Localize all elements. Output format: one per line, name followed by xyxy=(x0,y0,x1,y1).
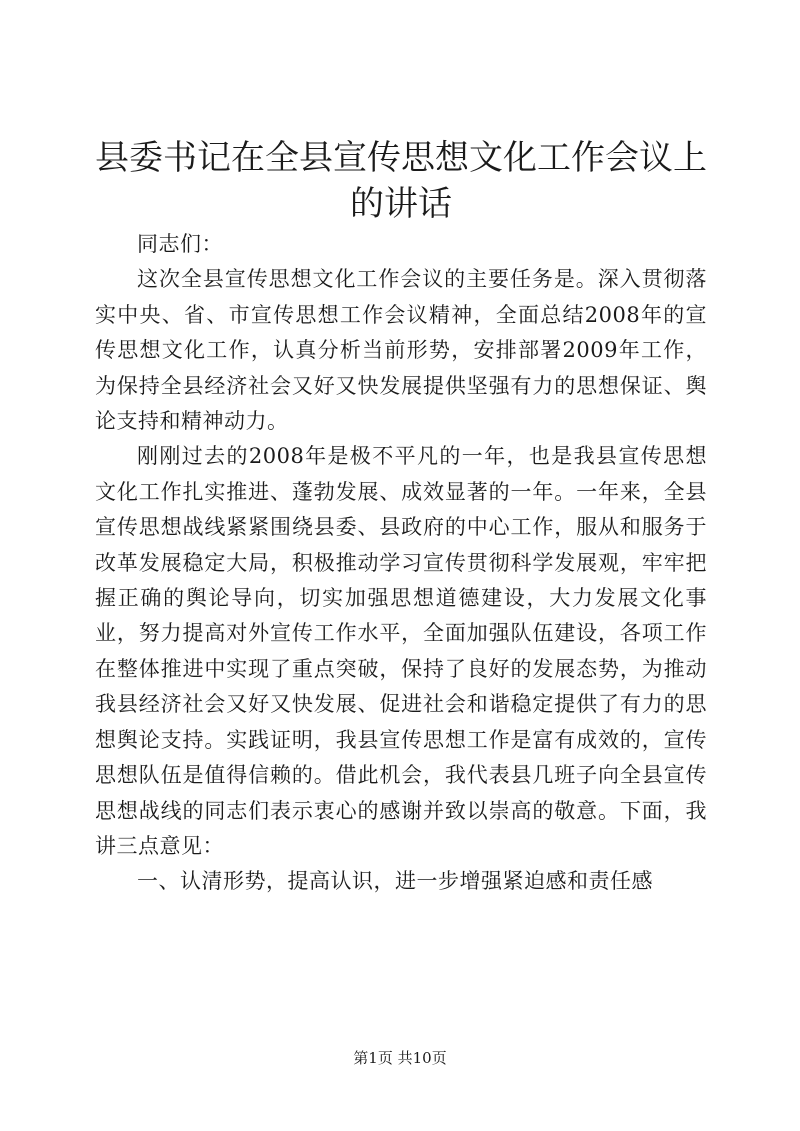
document-title: 县委书记在全县宣传思想文化工作会议上的讲话 xyxy=(95,138,707,224)
document-body xyxy=(95,227,707,900)
paragraph-review: 刚刚过去的2008年是极不平凡的一年，也是我县宣传思想文化工作扎实推进、蓬勃发展、成效显著的一年。一年来，全县宣传思想战线紧紧围绕县委、县政府的中心工作，服从和服务于改革发展稳定大局，积极推动学习宣传贯彻科学发展观，牢牢把握正确的舆论导向，切实加强思想道德建设，大力发展文化事业，努力提高对外宣传工作水平，全面加强队伍建设，各项工作在整体推进中实现了重点突破，保持了良好的发展态势，为推动我县经济社会又好又快发展、促进社会和谐稳定提供了有力的思想舆论支持。实践证明，我县宣传思想工作是富有成效的，宣传思想队伍是值得信赖的。借此机会，我代表县几班子向全县宣传思想战线的同志们表示衷心的感谢并致以崇高的敬意。下面，我讲三点意见： xyxy=(95,444,707,858)
section-heading: 一、认清形势，提高认识，进一步增强紧迫感和责任感 xyxy=(137,869,653,894)
salutation: 同志们： xyxy=(137,232,223,256)
page-footer: 第1页 共10页 xyxy=(353,1049,447,1067)
paragraph-intro: 这次全县宣传思想文化工作会议的主要任务是。深入贯彻落实中央、省、市宣传思想工作会议精神，全面总结2008年的宣传思想文化工作，认真分析当前形势，安排部署2009年工作，为保持全县经济社会又好又快发展提供坚强有力的思想保证、舆论支持和精神动力。 xyxy=(95,267,707,434)
